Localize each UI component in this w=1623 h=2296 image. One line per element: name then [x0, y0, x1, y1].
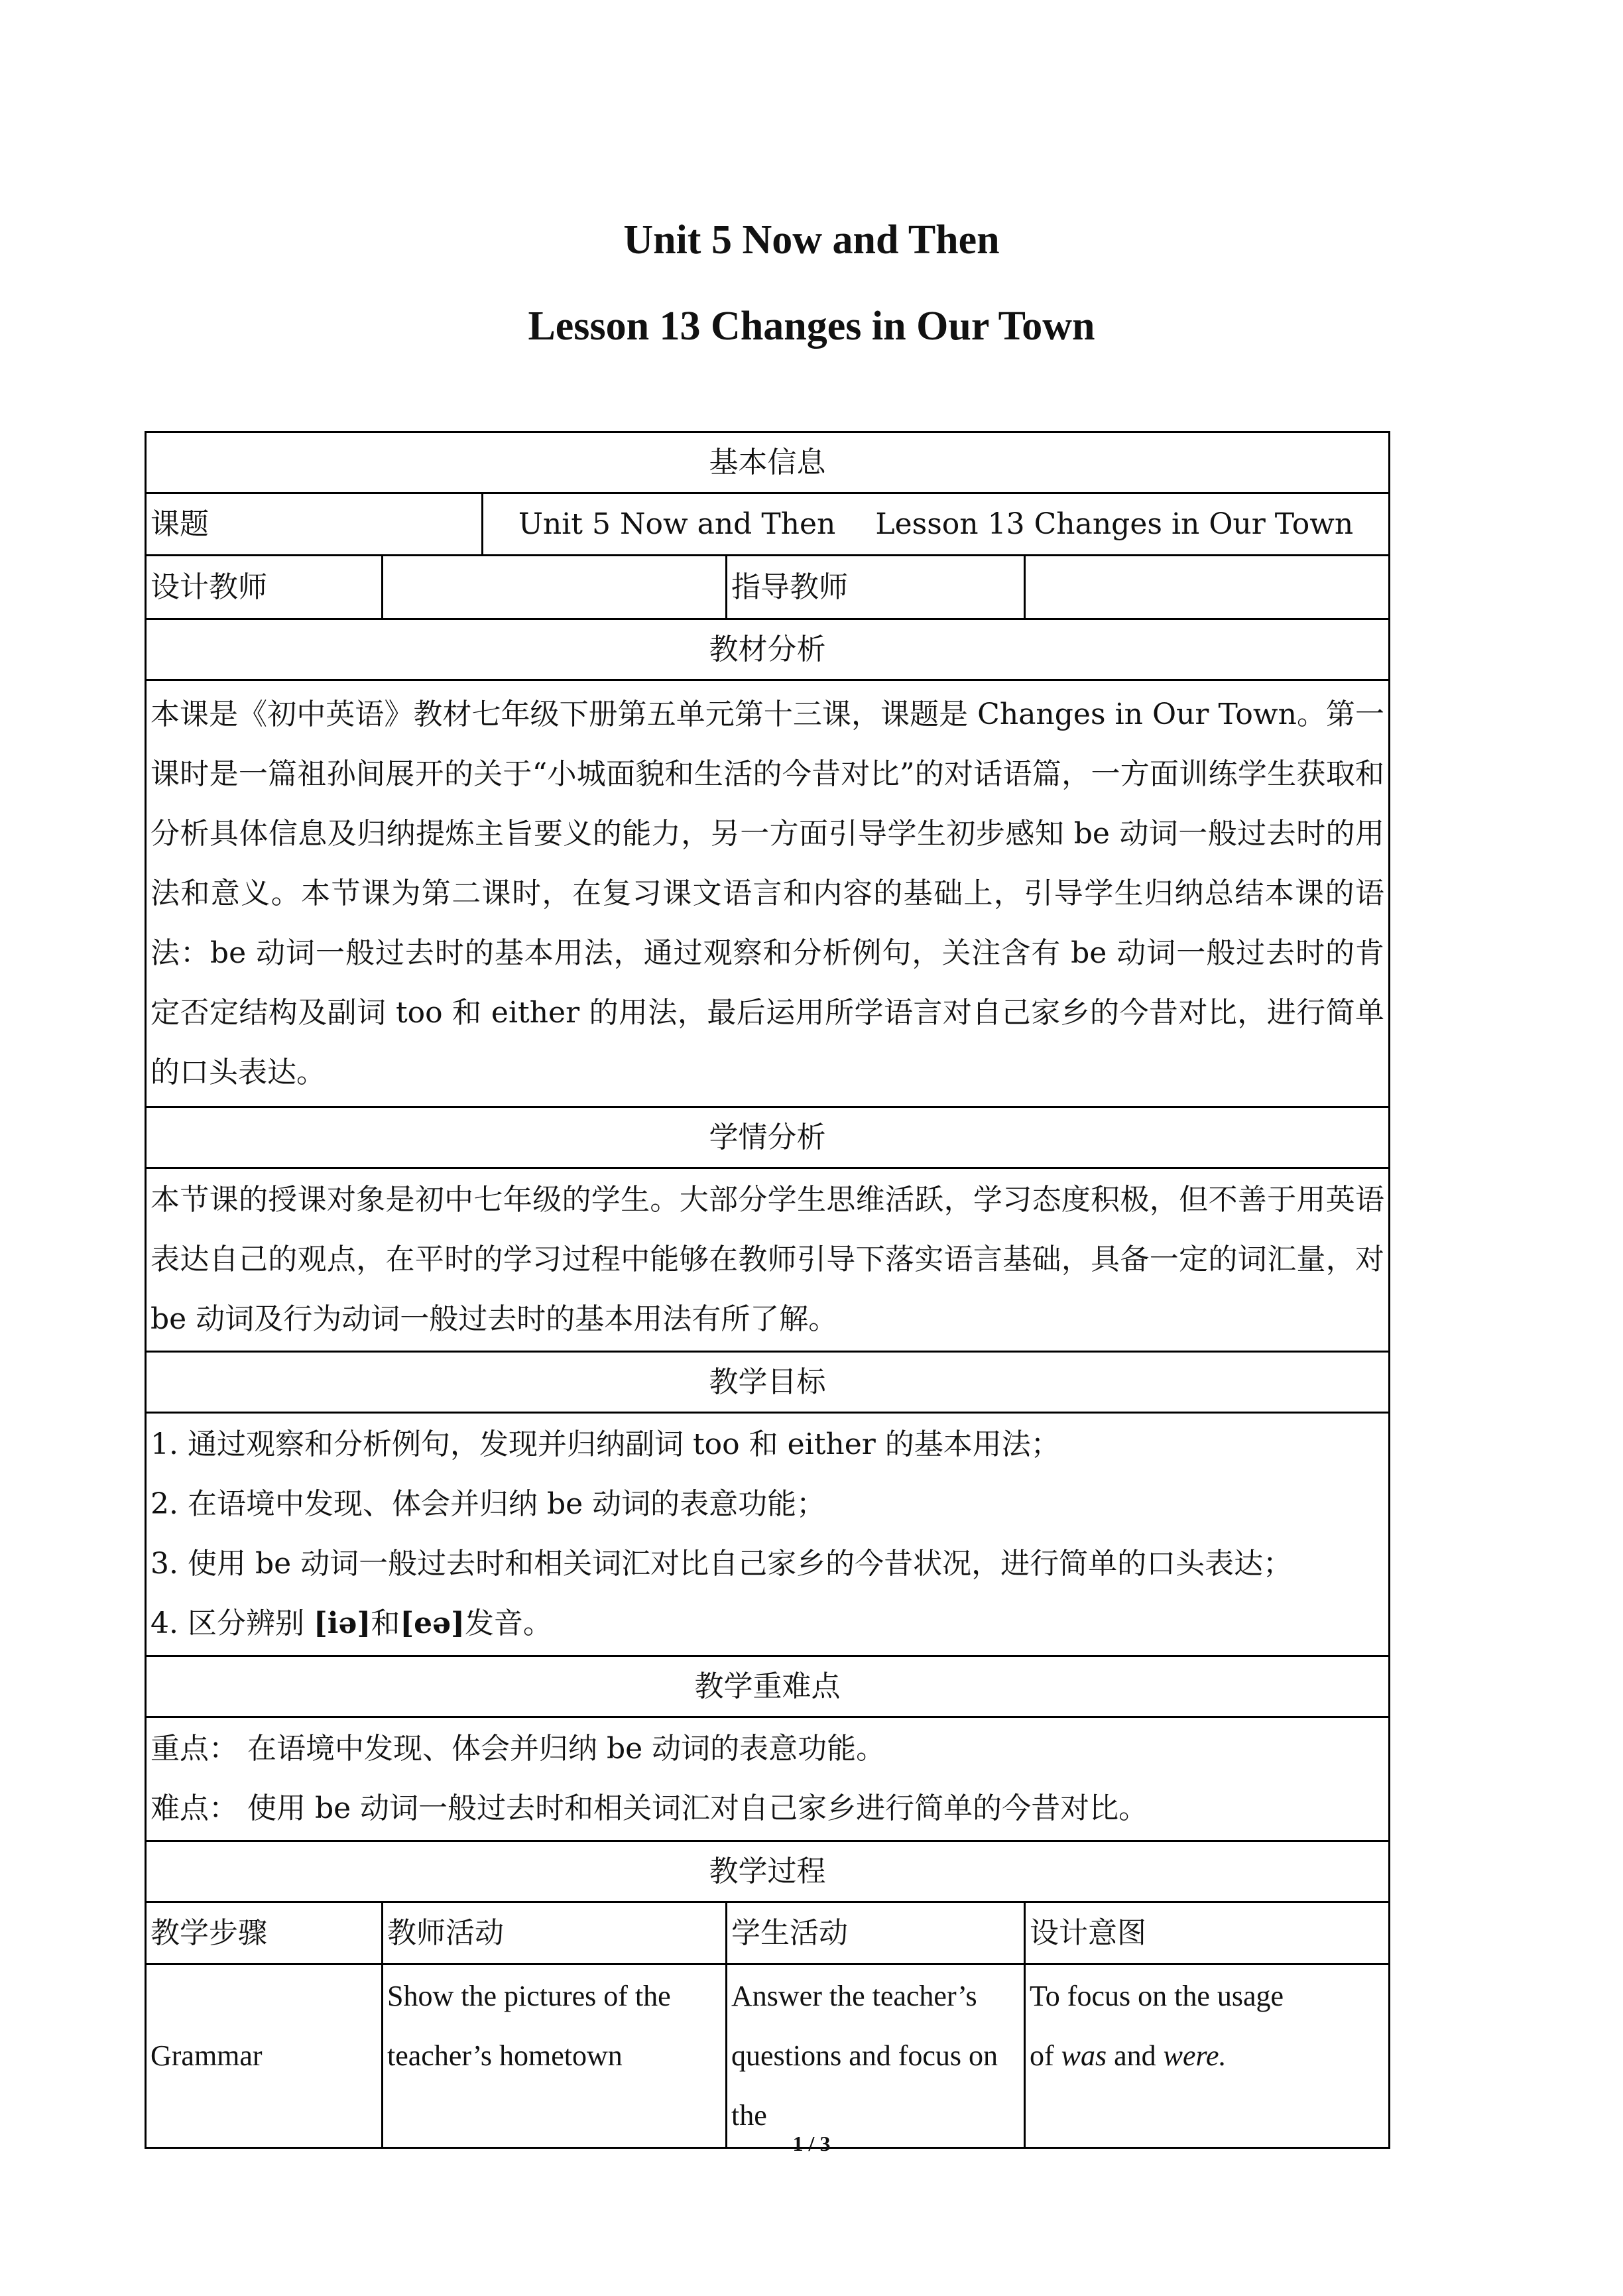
- page-number: 1 / 3: [792, 2132, 831, 2155]
- lesson-plan-table: [145, 431, 1390, 2149]
- teacher-activity-line: teacher’s hometown: [387, 2039, 623, 2072]
- designer-label: 设计教师: [146, 556, 383, 619]
- teacher-activity-line: Show the pictures of the: [387, 1980, 671, 2012]
- key-points-text: [146, 1717, 1390, 1841]
- student-activity-line: questions and focus on the: [731, 2039, 998, 2132]
- purpose-of: of: [1030, 2039, 1061, 2072]
- process-step-grammar: Grammar: [146, 1964, 383, 2148]
- document-subtitle: Lesson 13 Changes in Our Town: [528, 304, 1095, 349]
- topic-unit: Unit 5 Now and Then: [518, 507, 836, 541]
- process-student-activity: [727, 1964, 1025, 2148]
- designer-value: [383, 556, 727, 619]
- goal-item-3: 3. 使用 be 动词一般过去时和相关词汇对比自己家乡的今昔状况，进行简单的口头表达；: [150, 1547, 1293, 1581]
- section-basic-info: 基本信息: [146, 432, 1390, 493]
- goal-4-suffix: 发音。: [464, 1606, 552, 1640]
- goal-4-prefix: 4. 区分辨别: [150, 1606, 314, 1640]
- section-student-analysis: 学情分析: [146, 1107, 1390, 1168]
- goal-4-conjunction: 和: [371, 1606, 400, 1640]
- key-point: 重点： 在语境中发现、体会并归纳 be 动词的表意功能。: [150, 1732, 886, 1766]
- student-analysis-text: 本节课的授课对象是初中七年级的学生。大部分学生思维活跃，学习态度积极，但不善于用英语表达自己的观点，在平时的学习过程中能够在教师引导下落实语言基础，具备一定的词汇量，对 be 动词及行为动词一般过去时的基本用法有所了解。: [146, 1168, 1390, 1352]
- section-teaching-goals: 教学目标: [146, 1352, 1390, 1413]
- word-was: was: [1061, 2039, 1107, 2072]
- goal-item-1: 1. 通过观察和分析例句，发现并归纳副词 too 和 either 的基本用法；: [150, 1427, 1060, 1461]
- purpose-line: [1030, 2026, 1384, 2086]
- document-title: Unit 5 Now and Then: [623, 217, 1000, 263]
- process-teacher-activity: [383, 1964, 727, 2148]
- difficult-point: 难点： 使用 be 动词一般过去时和相关词汇对自己家乡进行简单的今昔对比。: [150, 1791, 1148, 1825]
- section-material-analysis: 教材分析: [146, 619, 1390, 680]
- process-design-purpose: [1025, 1964, 1390, 2148]
- phonetic-ia: [iə]: [313, 1606, 371, 1640]
- purpose-and: and: [1107, 2039, 1164, 2072]
- teaching-goals-list: [146, 1413, 1390, 1656]
- topic-lesson: Lesson 13 Changes in Our Town: [875, 507, 1354, 541]
- purpose-line: To focus on the usage: [1030, 1980, 1284, 2012]
- goal-item-2: 2. 在语境中发现、体会并归纳 be 动词的表意功能；: [150, 1487, 826, 1521]
- process-header-purpose: 设计意图: [1025, 1902, 1390, 1964]
- section-teaching-process: 教学过程: [146, 1841, 1390, 1902]
- phonetic-ea: [eə]: [400, 1606, 465, 1640]
- supervisor-label: 指导教师: [727, 556, 1025, 619]
- section-key-points: 教学重难点: [146, 1656, 1390, 1717]
- process-header-student: 学生活动: [727, 1902, 1025, 1964]
- topic-value: [483, 493, 1390, 556]
- supervisor-value: [1025, 556, 1390, 619]
- topic-label: 课题: [146, 493, 483, 556]
- process-header-teacher: 教师活动: [383, 1902, 727, 1964]
- material-analysis-text: 本课是《初中英语》教材七年级下册第五单元第十三课，课题是 Changes in Our Town。第一课时是一篇祖孙间展开的关于“小城面貌和生活的今昔对比”的对话语篇，一方面训练学生获取和分析具体信息及归纳提炼主旨要义的能力，另一方面引导学生初步感知 be 动词一般过去时的用法和意义。本节课为第二课时，在复习课文语言和内容的基础上，引导学生归纳总结本课的语法：be 动词一般过去时的基本用法，通过观察和分析例句，关注含有 be 动词一般过去时的肯定否定结构及副词 too 和 either 的用法，最后运用所学语言对自己家乡的今昔对比，进行简单的口头表达。: [146, 680, 1390, 1107]
- student-activity-line: Answer the teacher’s: [731, 1980, 977, 2012]
- word-were: were.: [1163, 2039, 1227, 2072]
- goal-item-4: [150, 1594, 1384, 1654]
- process-header-step: 教学步骤: [146, 1902, 383, 1964]
